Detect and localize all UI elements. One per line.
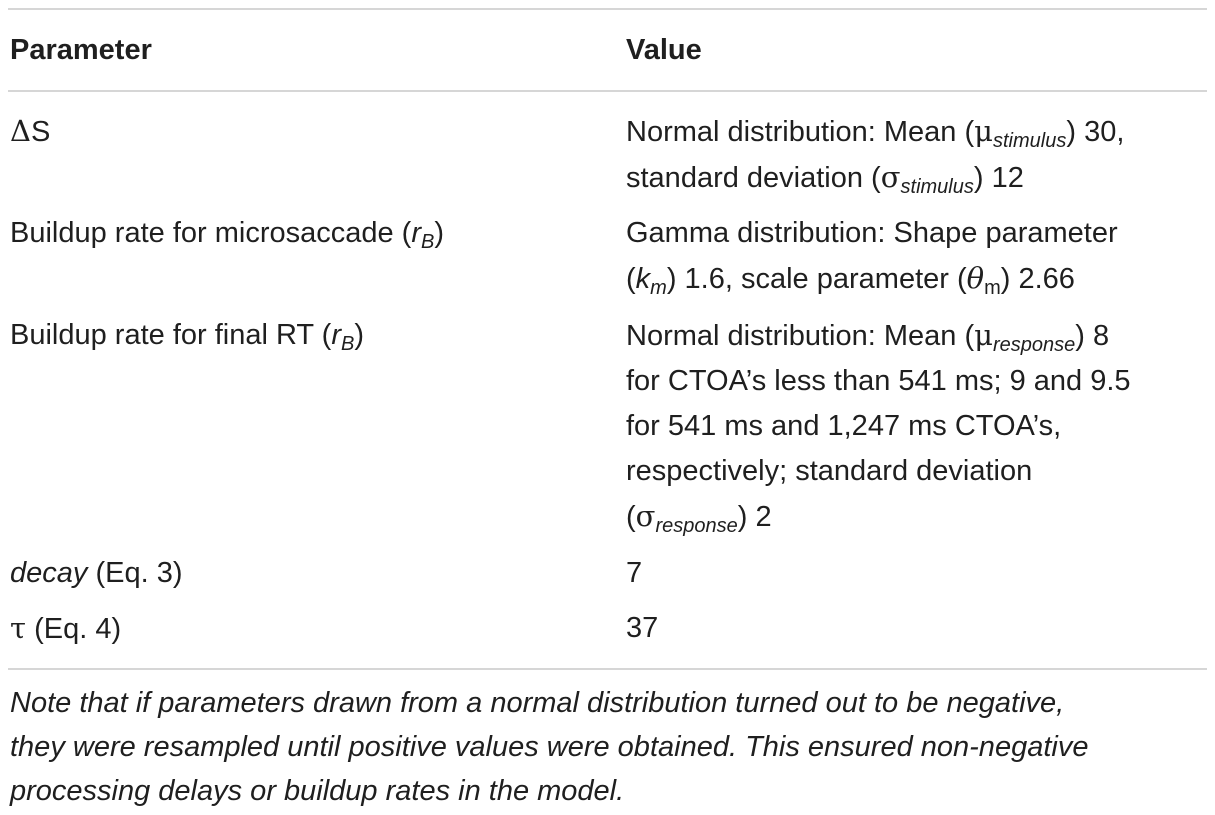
value-line: $(\sigma_{response})$ 2	[626, 499, 772, 537]
value-line: standard deviation $(\sigma_{stimulus})$ 12	[626, 160, 1024, 198]
table-note	[10, 681, 1210, 813]
row-delta-s-value	[626, 109, 1206, 201]
value-line: $(k_m)$ 1.6, scale parameter $(\theta_m)$ 2.66	[626, 261, 1075, 299]
delta-symbol: Δ	[10, 114, 31, 148]
value-line: for 541 ms and 1,247 ms CTOA’s,	[626, 410, 1062, 442]
row-tau-value: 37	[626, 612, 659, 644]
row-final-rt-value	[626, 313, 1206, 540]
header-value: Value	[626, 34, 702, 66]
row-decay-value: 7	[626, 557, 643, 589]
row-tau-param: τ (Eq. 4)	[10, 611, 122, 645]
header-rule	[8, 90, 1207, 92]
table-bottom-rule	[8, 668, 1207, 670]
value-line: Normal distribution: Mean $(\mu_{stimulus})$ 30,	[626, 114, 1125, 152]
note-line: processing delays or buildup rates in the model.	[10, 775, 625, 807]
row-final-rt-param: Buildup rate for final RT $(r_B)$	[10, 319, 364, 355]
note-line: they were resampled until positive values were obtained. This ensured non-negative	[10, 731, 1089, 763]
header-parameter: Parameter	[10, 34, 152, 66]
value-line: respectively; standard deviation	[626, 455, 1033, 487]
row-decay-param: decay (Eq. 3)	[10, 557, 183, 589]
table-top-rule	[8, 8, 1207, 10]
note-line: Note that if parameters drawn from a normal distribution turned out to be negative,	[10, 687, 1065, 719]
value-line: for CTOA’s less than 541 ms; 9 and 9.5	[626, 365, 1131, 397]
row-microsaccade-param: Buildup rate for microsaccade $(r_B)$	[10, 217, 445, 253]
value-line: Gamma distribution: Shape parameter	[626, 217, 1118, 249]
row-microsaccade-value	[626, 211, 1206, 302]
row-delta-s-param: ΔS	[10, 114, 51, 148]
tau-symbol: τ	[10, 611, 27, 645]
value-line: Normal distribution: Mean $(\mu_{response})$ 8	[626, 318, 1110, 356]
